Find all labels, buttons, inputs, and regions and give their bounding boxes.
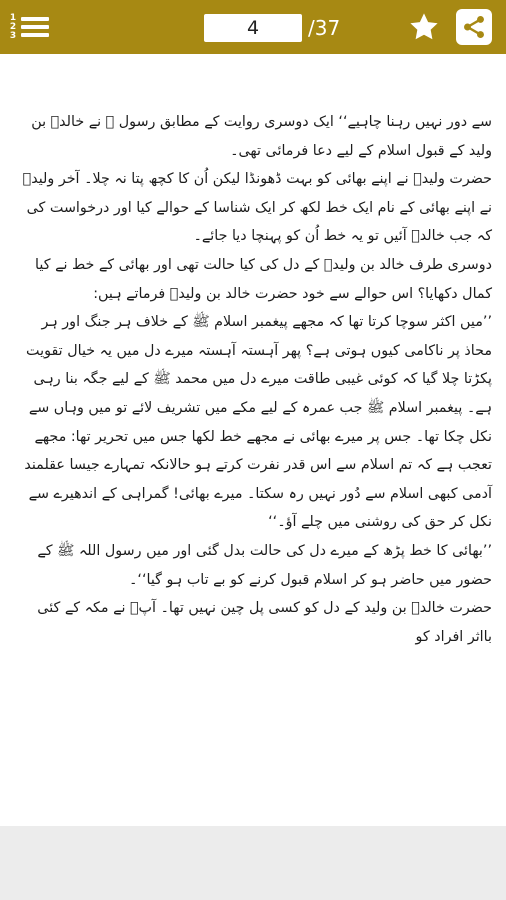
share-icon [461, 14, 487, 40]
paragraph: ’’بھائی کا خط پڑھ کے میرے دل کی حالت بدل گئی اور میں رسول اللہ ﷺ کے حضور میں حاضر ہو کر اسلام قبول کرنے کو بے تاب ہو گیا‘‘۔ [37, 542, 492, 588]
paragraph: حضرت خالدؓ بن ولید کے دل کو کسی پل چین نہیں تھا۔ آپؓ نے مکہ کے کئی بااثر افراد کو [37, 600, 492, 645]
menu-digit-3: 3 [9, 30, 17, 41]
menu-digit-2: 2 [9, 21, 17, 32]
bottom-blank-area [0, 826, 506, 900]
share-button[interactable] [456, 9, 492, 45]
page-number-input[interactable]: 4 [204, 14, 302, 42]
paragraph: دوسری طرف خالد بن ولیدؓ کے دل کی کیا حالت تھی اور بھائی کے خط نے کیا کمال دکھایا؟ اس حوالے سے خود حضرت خالد بن ولیدؓ فرماتے ہیں: [35, 256, 492, 302]
menu-lines-icon [21, 13, 49, 41]
paragraph: ’’میں اکثر سوچا کرتا تھا کہ مجھے پیغمبر اسلام ﷺ کے خلاف ہر جنگ اور ہر محاذ پر ناکامی کیوں ہوتی ہے؟ پھر آہستہ آہستہ میرے دل میں یہ خیال تقویت پکڑتا چلا گیا کہ کوئی غیبی طاقت میرے دل میں محمد ﷺ کے لیے جگہ بنا رہی ہے۔ پیغمبر اسلام ﷺ جب عمرہ کے لیے مکے میں تشریف لائے تو میں وہاں سے نکل چکا تھا۔ جس پر میرے بھائی نے مجھے خط لکھا جس میں تحریر تھا: مجھے تعجب ہے کہ تم اسلام سے اس قدر نفرت کرتے ہو حالانکہ تمہارے جیسا عقلمند آدمی کبھی اسلام سے دُور نہیں رہ سکتا۔ میرے بھائی! گمراہی کے اندھیرے سے نکل کر حق کی روشنی میں چلے آؤ۔‘‘ [24, 314, 492, 531]
paragraph: حضرت ولیدؓ نے اپنے بھائی کو بہت ڈھونڈا لیکن اُن کا کچھ پتا نہ چلا۔ آخر ولیدؓ نے اپنے بھائی کے نام ایک خط لکھ کر ایک شناسا کے حوالے کیا اور درخواست کی کہ جب خالدؓ آئیں تو یہ خط اُن کو پہنچا دیا جائے۔ [22, 171, 492, 245]
index-menu-button[interactable] [8, 8, 52, 46]
index-menu-icon [8, 14, 18, 41]
paragraph: سے دور نہیں رہنا چاہیے‘‘ ایک دوسری روایت کے مطابق رسول ﷺ نے خالدؓ بن ولید کے قبول اسلام کے لیے دعا فرمائی تھی۔ [31, 114, 492, 159]
menu-digit-1: 1 [9, 12, 17, 23]
book-text [14, 108, 492, 788]
star-icon[interactable] [408, 11, 440, 43]
page-total: /37 [308, 16, 341, 40]
top-toolbar [0, 0, 506, 54]
